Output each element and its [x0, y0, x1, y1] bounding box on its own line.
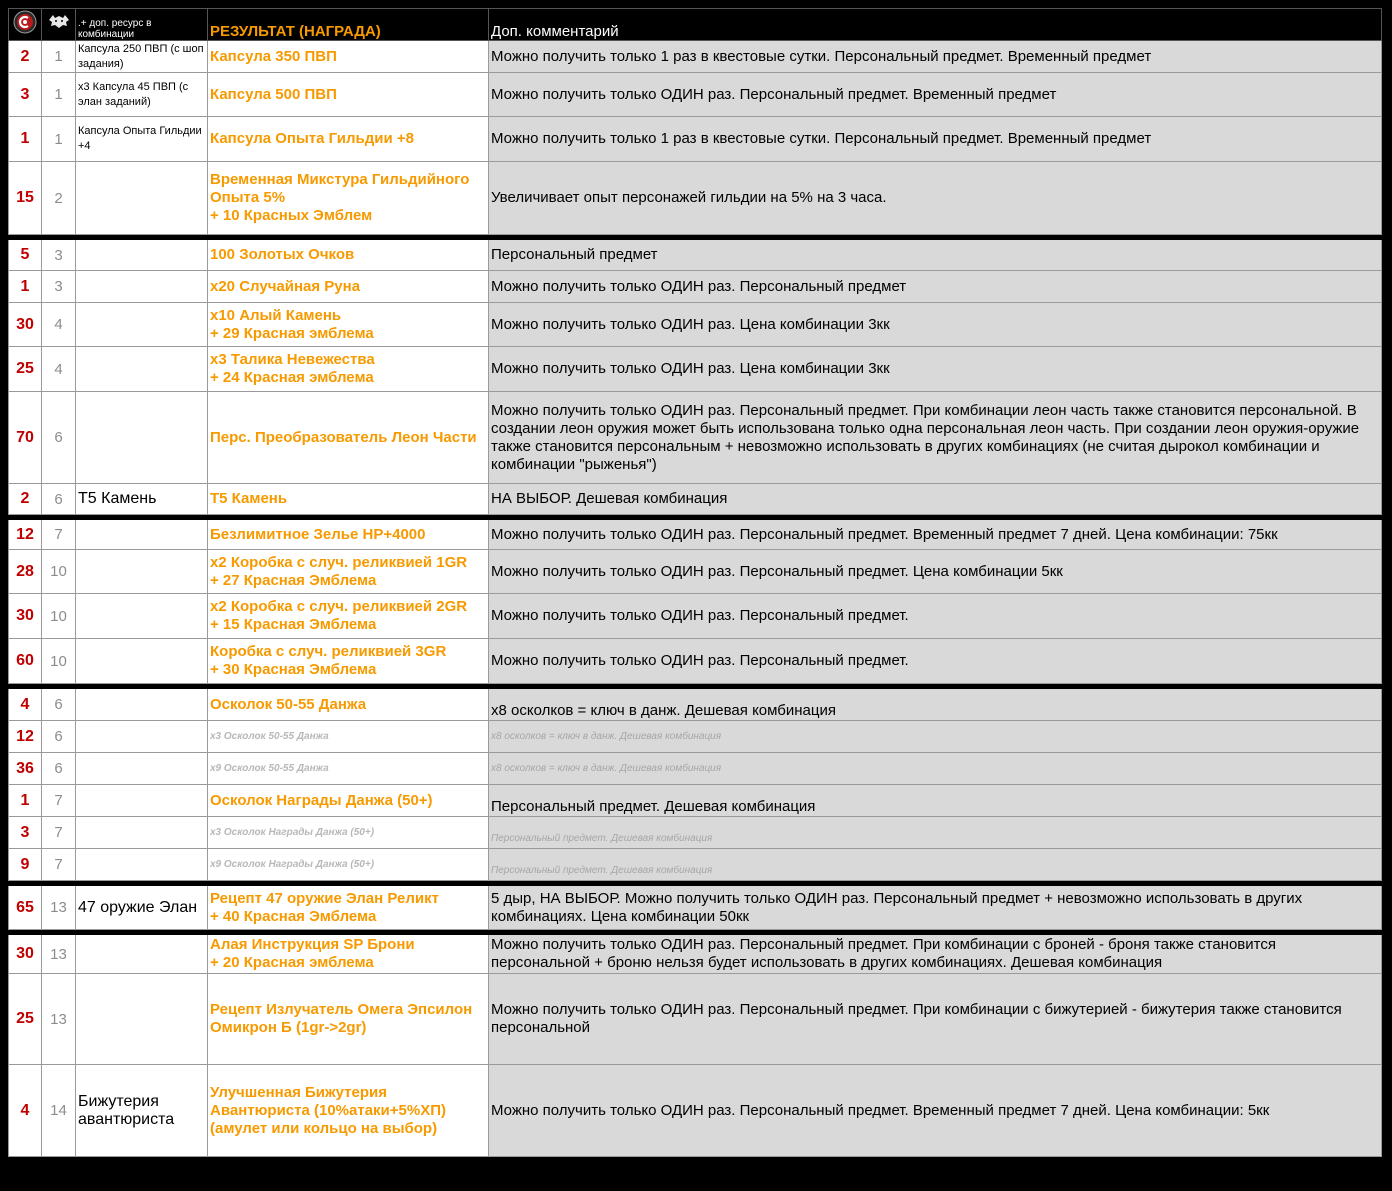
cost-value: 60	[9, 639, 42, 684]
comment-text: Можно получить только ОДИН раз. Персональный предмет. При комбинации с броней - броня также становится персональной + броню нельзя будет использовать в других комбинациях. Дешевая комбинация	[489, 935, 1382, 974]
level-value: 4	[42, 347, 76, 392]
reward-table	[8, 8, 1382, 1157]
cost-value: 36	[9, 753, 42, 785]
level-value: 6	[42, 392, 76, 484]
extra-resource	[76, 347, 208, 392]
reward-name: Перс. Преобразователь Леон Части	[208, 392, 489, 484]
reward-name: x20 Случайная Руна	[208, 271, 489, 303]
table-row	[9, 41, 1382, 73]
level-value: 2	[42, 162, 76, 235]
level-value: 13	[42, 886, 76, 930]
reward-name: Т5 Камень	[208, 484, 489, 515]
reward-name: Капсула 500 ПВП	[208, 73, 489, 117]
reward-name: Рецепт Излучатель Омега Эпсилон Омикрон Б (1gr->2gr)	[208, 974, 489, 1065]
table-row	[9, 639, 1382, 684]
level-value: 6	[42, 484, 76, 515]
cost-value: 9	[9, 849, 42, 881]
extra-resource: Капсула Опыта Гильдии +4	[76, 117, 208, 162]
comment-text: Можно получить только ОДИН раз. Персональный предмет. Временный предмет 7 дней. Цена комбинации: 75кк	[489, 520, 1382, 550]
comment-text: x8 осколков = ключ в данж. Дешевая комбинация	[489, 753, 1382, 785]
table-row	[9, 347, 1382, 392]
extra-resource	[76, 935, 208, 974]
guild-emblem-icon	[13, 10, 37, 34]
extra-resource	[76, 689, 208, 721]
extra-resource	[76, 753, 208, 785]
level-value: 7	[42, 520, 76, 550]
cost-value: 12	[9, 520, 42, 550]
extra-resource	[76, 785, 208, 817]
level-value: 3	[42, 240, 76, 271]
table-row	[9, 240, 1382, 271]
cost-value: 4	[9, 689, 42, 721]
table-row	[9, 594, 1382, 639]
comment-text: Персональный предмет. Дешевая комбинация	[489, 817, 1382, 849]
comment-text: Можно получить только ОДИН раз. Персональный предмет	[489, 271, 1382, 303]
comment-text: Можно получить только ОДИН раз. Персональный предмет. Временный предмет 7 дней. Цена комбинации: 5кк	[489, 1065, 1382, 1157]
reward-name: Осколок Награды Данжа (50+)	[208, 785, 489, 817]
level-value: 1	[42, 73, 76, 117]
comment-text: Можно получить только ОДИН раз. Персональный предмет. При комбинации леон часть также становится персональной. В создании леон оружия может быть использована только одна персональная леон часть. При создании леон оружия-оружие также становится персональным + невозможно использовать в других комбинациях (не считая дырокол комбинации и комбинации "рыженья")	[489, 392, 1382, 484]
cost-value: 3	[9, 817, 42, 849]
cost-value: 30	[9, 935, 42, 974]
table-row	[9, 303, 1382, 347]
table-row	[9, 935, 1382, 974]
level-value: 3	[42, 271, 76, 303]
extra-resource	[76, 271, 208, 303]
reward-table-sheet	[8, 8, 1382, 1157]
table-row	[9, 849, 1382, 881]
extra-resource: 47 оружие Элан	[76, 886, 208, 930]
comment-text: Можно получить только ОДИН раз. Персональный предмет. Временный предмет	[489, 73, 1382, 117]
cost-value: 15	[9, 162, 42, 235]
header-icon-cell-2	[42, 9, 76, 41]
extra-resource	[76, 303, 208, 347]
comment-text: Можно получить только ОДИН раз. Персональный предмет. При комбинации с бижутерией - бижутерия также становится персональной	[489, 974, 1382, 1065]
extra-resource: Капсула 250 ПВП (с шоп задания)	[76, 41, 208, 73]
table-row	[9, 484, 1382, 515]
cost-value: 1	[9, 785, 42, 817]
table-row	[9, 73, 1382, 117]
extra-resource: Бижутерия авантюриста	[76, 1065, 208, 1157]
comment-text: Можно получить только 1 раз в квестовые сутки. Персональный предмет. Временный предмет	[489, 41, 1382, 73]
table-row	[9, 785, 1382, 817]
cost-value: 12	[9, 721, 42, 753]
level-value: 7	[42, 849, 76, 881]
wolf-icon	[47, 12, 71, 32]
header-reward: РЕЗУЛЬТАТ (НАГРАДА)	[208, 9, 489, 41]
header-row	[9, 9, 1382, 41]
reward-name: Осколок 50-55 Данжа	[208, 689, 489, 721]
reward-name: Капсула 350 ПВП	[208, 41, 489, 73]
extra-resource	[76, 721, 208, 753]
cost-value: 3	[9, 73, 42, 117]
reward-name: Безлимитное Зелье HP+4000	[208, 520, 489, 550]
comment-text: 5 дыр, НА ВЫБОР. Можно получить только ОДИН раз. Персональный предмет + невозможно использовать в других комбинациях. Цена комбинации 50кк	[489, 886, 1382, 930]
reward-name: Рецепт 47 оружие Элан Реликт + 40 Красная Эмблема	[208, 886, 489, 930]
level-value: 10	[42, 639, 76, 684]
comment-text: Можно получить только ОДИН раз. Персональный предмет.	[489, 639, 1382, 684]
level-value: 6	[42, 689, 76, 721]
reward-name: Улучшенная Бижутерия Авантюриста (10%атаки+5%ХП)(амулет или кольцо на выбор)	[208, 1065, 489, 1157]
level-value: 13	[42, 974, 76, 1065]
cost-value: 2	[9, 41, 42, 73]
cost-value: 30	[9, 303, 42, 347]
reward-name: x2 Коробка с случ. реликвией 2GR + 15 Красная Эмблема	[208, 594, 489, 639]
comment-text: Персональный предмет	[489, 240, 1382, 271]
level-value: 14	[42, 1065, 76, 1157]
cost-value: 65	[9, 886, 42, 930]
reward-name: x9 Осколок Награды Данжа (50+)	[208, 849, 489, 881]
table-row	[9, 689, 1382, 721]
comment-text: x8 осколков = ключ в данж. Дешевая комбинация	[489, 689, 1382, 721]
extra-resource: x3 Капсула 45 ПВП (с элан заданий)	[76, 73, 208, 117]
comment-text: Можно получить только ОДИН раз. Цена комбинации 3кк	[489, 303, 1382, 347]
extra-resource	[76, 162, 208, 235]
table-row	[9, 271, 1382, 303]
reward-name: x2 Коробка с случ. реликвией 1GR + 27 Красная Эмблема	[208, 550, 489, 594]
cost-value: 25	[9, 347, 42, 392]
table-row	[9, 550, 1382, 594]
table-row	[9, 392, 1382, 484]
table-row	[9, 817, 1382, 849]
level-value: 6	[42, 753, 76, 785]
comment-text: Можно получить только 1 раз в квестовые сутки. Персональный предмет. Временный предмет	[489, 117, 1382, 162]
extra-resource: Т5 Камень	[76, 484, 208, 515]
reward-name: Временная Микстура Гильдийного Опыта 5% + 10 Красных Эмблем	[208, 162, 489, 235]
level-value: 7	[42, 817, 76, 849]
cost-value: 70	[9, 392, 42, 484]
table-row	[9, 753, 1382, 785]
table-row	[9, 1065, 1382, 1157]
comment-text: НА ВЫБОР. Дешевая комбинация	[489, 484, 1382, 515]
cost-value: 2	[9, 484, 42, 515]
comment-text: Можно получить только ОДИН раз. Персональный предмет. Цена комбинации 5кк	[489, 550, 1382, 594]
extra-resource	[76, 550, 208, 594]
cost-value: 25	[9, 974, 42, 1065]
comment-text: Персональный предмет. Дешевая комбинация	[489, 849, 1382, 881]
comment-text: Можно получить только ОДИН раз. Цена комбинации 3кк	[489, 347, 1382, 392]
reward-name: Алая Инструкция SP Брони + 20 Красная эмблема	[208, 935, 489, 974]
reward-name: Капсула Опыта Гильдии +8	[208, 117, 489, 162]
extra-resource	[76, 520, 208, 550]
level-value: 10	[42, 594, 76, 639]
level-value: 13	[42, 935, 76, 974]
comment-text: x8 осколков = ключ в данж. Дешевая комбинация	[489, 721, 1382, 753]
cost-value: 28	[9, 550, 42, 594]
level-value: 1	[42, 41, 76, 73]
level-value: 10	[42, 550, 76, 594]
comment-text: Можно получить только ОДИН раз. Персональный предмет.	[489, 594, 1382, 639]
extra-resource	[76, 817, 208, 849]
extra-resource	[76, 240, 208, 271]
extra-resource	[76, 849, 208, 881]
header-comment: Доп. комментарий	[489, 9, 1382, 41]
reward-name: 100 Золотых Очков	[208, 240, 489, 271]
cost-value: 5	[9, 240, 42, 271]
reward-name: x3 Осколок Награды Данжа (50+)	[208, 817, 489, 849]
table-row	[9, 162, 1382, 235]
table-row	[9, 721, 1382, 753]
extra-resource	[76, 639, 208, 684]
level-value: 6	[42, 721, 76, 753]
reward-name: x3 Осколок 50-55 Данжа	[208, 721, 489, 753]
extra-resource	[76, 392, 208, 484]
level-value: 4	[42, 303, 76, 347]
reward-name: x9 Осколок 50-55 Данжа	[208, 753, 489, 785]
cost-value: 1	[9, 271, 42, 303]
level-value: 7	[42, 785, 76, 817]
cost-value: 30	[9, 594, 42, 639]
header-resource: .+ доп. ресурс в комбинации	[76, 9, 208, 41]
extra-resource	[76, 974, 208, 1065]
table-row	[9, 974, 1382, 1065]
comment-text: Увеличивает опыт персонажей гильдии на 5% на 3 часа.	[489, 162, 1382, 235]
reward-name: Коробка с случ. реликвией 3GR + 30 Красная Эмблема	[208, 639, 489, 684]
reward-name: x3 Талика Невежества + 24 Красная эмблема	[208, 347, 489, 392]
extra-resource	[76, 594, 208, 639]
comment-text: Персональный предмет. Дешевая комбинация	[489, 785, 1382, 817]
cost-value: 4	[9, 1065, 42, 1157]
table-row	[9, 520, 1382, 550]
table-row	[9, 886, 1382, 930]
reward-name: x10 Алый Камень + 29 Красная эмблема	[208, 303, 489, 347]
header-icon-cell-1	[9, 9, 42, 41]
cost-value: 1	[9, 117, 42, 162]
table-row	[9, 117, 1382, 162]
level-value: 1	[42, 117, 76, 162]
